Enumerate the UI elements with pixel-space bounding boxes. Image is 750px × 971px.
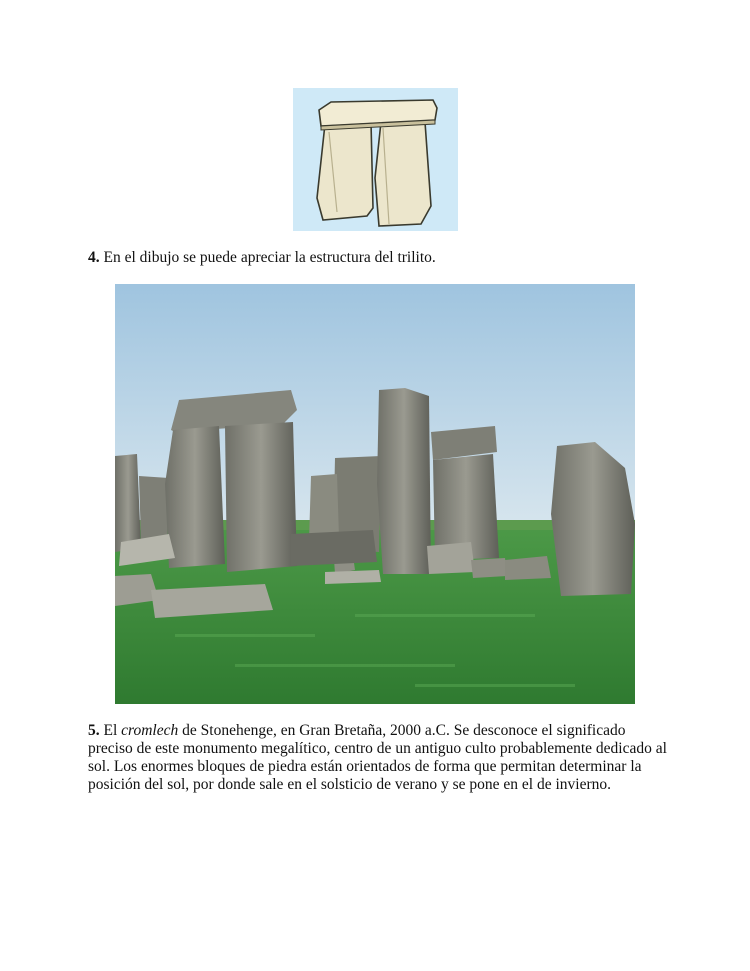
- caption-text: En el dibujo se puede apreciar la estructura del trilito.: [99, 249, 436, 266]
- stonehenge-photo: [115, 284, 635, 704]
- caption-number: 4.: [88, 249, 100, 266]
- trilithon-drawing-icon: [293, 88, 458, 231]
- figure-4-caption: [88, 249, 668, 267]
- figure-5-caption: [88, 722, 668, 794]
- trilithon-illustration: [293, 88, 458, 231]
- caption-text-part1: El: [99, 722, 122, 739]
- caption-number: 5.: [88, 722, 100, 739]
- caption-text-part2: de Stonehenge, en Gran Bretaña, 2000 a.C. Se desconoce el significado preciso de este monumento megalítico, centro de un antiguo culto probablemente dedicado al sol. Los enormes bloques de piedra están orientados de forma que permitan determinar la posición del sol, por donde sale en el solsticio de verano y se pone en el de invierno.: [88, 722, 667, 793]
- stonehenge-photo-icon: [115, 284, 635, 704]
- caption-italic-term: cromlech: [121, 722, 179, 739]
